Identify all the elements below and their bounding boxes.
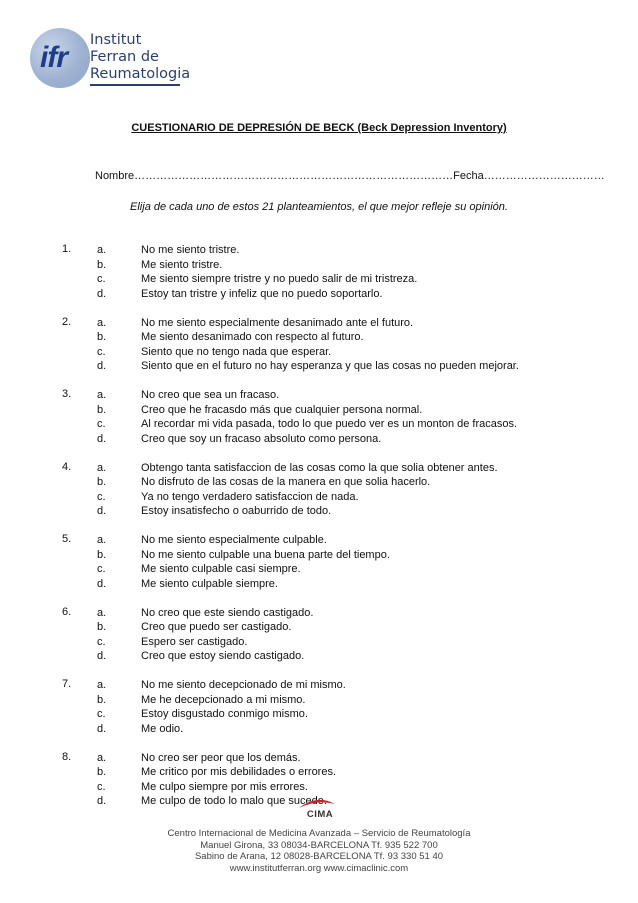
option-text: No creo que sea un fracaso. <box>141 389 280 401</box>
answer-option <box>0 606 638 621</box>
answer-option <box>0 287 638 302</box>
cima-logo <box>290 798 350 826</box>
answer-option <box>0 359 638 374</box>
option-letter: d. <box>97 795 107 807</box>
answer-option <box>0 475 638 490</box>
answer-option <box>0 693 638 708</box>
answer-option <box>0 533 638 548</box>
option-text: Creo que estoy siendo castigado. <box>141 650 305 662</box>
question-number: 6. <box>62 605 72 618</box>
option-letter: b. <box>97 548 107 561</box>
answer-option <box>0 620 638 635</box>
option-letter: a. <box>97 316 107 329</box>
option-text: Al recordar mi vida pasada, todo lo que puedo ver es un monton de fracasos. <box>141 418 518 430</box>
footer <box>0 828 638 874</box>
option-letter: a. <box>97 244 107 256</box>
answer-option <box>0 258 638 273</box>
option-letter: d. <box>97 722 107 735</box>
option-text: Estoy insatisfecho o oaburrido de todo. <box>141 505 332 517</box>
option-text: No me siento especialmente desanimado ante el futuro. <box>141 316 414 329</box>
option-letter: b. <box>97 403 107 416</box>
option-letter: b. <box>97 766 107 778</box>
answer-option <box>0 345 638 360</box>
option-text: Me siento desanimado con respecto al futuro. <box>141 331 364 343</box>
answer-option <box>0 649 638 664</box>
option-text: Siento que no tengo nada que esperar. <box>141 345 332 358</box>
questions-list <box>0 243 638 823</box>
answer-option <box>0 780 638 795</box>
footer-line-3: Sabino de Arana, 12 08028-BARCELONA Tf. 93 330 51 40 <box>194 851 444 862</box>
question-number: 1. <box>62 243 72 255</box>
question-number: 7. <box>62 678 72 690</box>
answer-option <box>0 751 638 766</box>
option-letter: d. <box>97 577 107 590</box>
answer-option <box>0 722 638 737</box>
answer-option <box>0 765 638 780</box>
option-text: No me siento culpable una buena parte del tiempo. <box>141 548 390 561</box>
question-number: 2. <box>62 315 72 328</box>
option-text: Me siento culpable siempre. <box>141 577 278 590</box>
option-letter: b. <box>97 693 107 706</box>
question-item <box>0 316 638 374</box>
question-item <box>0 461 638 519</box>
option-letter: d. <box>97 432 107 445</box>
question-item <box>0 678 638 736</box>
footer-line-1: Centro Internacional de Medicina Avanzada – Servicio de Reumatología <box>167 828 471 839</box>
option-letter: a. <box>97 606 107 619</box>
option-letter: c. <box>97 563 106 575</box>
name-date-line: Nombre……………………………………………………………………………Fecha…………………………… <box>95 170 605 182</box>
answer-option <box>0 548 638 563</box>
question-item <box>0 533 638 591</box>
answer-option <box>0 707 638 722</box>
answer-option <box>0 490 638 505</box>
option-letter: a. <box>97 534 107 546</box>
option-letter: a. <box>97 461 107 474</box>
answer-option <box>0 562 638 577</box>
cima-logo-text: CIMA <box>306 809 334 820</box>
option-letter: b. <box>97 258 107 271</box>
answer-option <box>0 504 638 519</box>
option-text: Siento que en el futuro no hay esperanza y que las cosas no pueden mejorar. <box>141 360 519 372</box>
answer-option <box>0 403 638 418</box>
question-number: 4. <box>62 460 72 473</box>
option-text: Obtengo tanta satisfaccion de las cosas como la que solia obtener antes. <box>141 461 498 474</box>
answer-option <box>0 577 638 592</box>
option-text: No me siento tristre. <box>141 244 240 256</box>
logo-mark: ifr <box>40 41 67 74</box>
option-letter: a. <box>97 389 107 401</box>
option-letter: b. <box>97 621 107 633</box>
answer-option <box>0 432 638 447</box>
answer-option <box>0 461 638 476</box>
document-title: CUESTIONARIO DE DEPRESIÓN DE BECK (Beck Depression Inventory) <box>131 122 507 134</box>
option-text: No creo que este siendo castigado. <box>141 606 314 619</box>
answer-option <box>0 388 638 403</box>
logo-text <box>90 32 190 83</box>
answer-option <box>0 330 638 345</box>
option-letter: c. <box>97 345 106 358</box>
footer-line-4: www.institutferran.org www.cimaclinic.com <box>229 862 409 874</box>
option-letter: c. <box>97 490 106 503</box>
option-letter: c. <box>97 780 106 793</box>
option-text: Me culpo siempre por mis errores. <box>141 780 308 793</box>
logo-line-2: Ferran de <box>90 49 159 65</box>
option-text: Espero ser castigado. <box>141 635 248 648</box>
option-text: No me siento especialmente culpable. <box>141 534 327 546</box>
option-text: Estoy disgustado conmigo mismo. <box>141 708 308 720</box>
answer-option <box>0 417 638 432</box>
option-letter: b. <box>97 476 107 488</box>
option-text: No creo ser peor que los demás. <box>141 751 301 764</box>
question-number: 5. <box>62 533 72 545</box>
option-text: Creo que puedo ser castigado. <box>141 621 292 633</box>
option-text: Me siento tristre. <box>141 258 223 271</box>
option-letter: d. <box>97 650 107 662</box>
option-text: Creo que he fracasdo más que cualquier persona normal. <box>141 403 423 416</box>
option-letter: a. <box>97 751 107 764</box>
option-text: Me critico por mis debilidades o errores. <box>141 766 337 778</box>
answer-option <box>0 678 638 693</box>
answer-option <box>0 316 638 331</box>
logo-line-3: Reumatologia <box>90 66 191 82</box>
question-item <box>0 388 638 446</box>
logo-line-1: Institut <box>90 32 142 48</box>
option-text: Estoy tan tristre y infeliz que no puedo soportarlo. <box>141 287 383 300</box>
instructions: Elija de cada uno de estos 21 planteamientos, el que mejor refleje su opinión. <box>130 201 508 213</box>
option-letter: c. <box>97 273 106 285</box>
answer-option <box>0 272 638 287</box>
question-number: 3. <box>62 388 72 400</box>
question-item <box>0 606 638 664</box>
option-letter: c. <box>97 418 106 430</box>
option-letter: d. <box>97 287 107 300</box>
option-text: No me siento decepcionado de mi mismo. <box>141 679 346 691</box>
option-letter: d. <box>97 505 107 517</box>
option-letter: c. <box>97 635 106 648</box>
option-text: Creo que soy un fracaso absoluto como persona. <box>141 432 382 445</box>
institut-ferran-logo <box>30 26 195 90</box>
logo-underline <box>90 84 180 86</box>
option-letter: c. <box>97 708 106 720</box>
question-number: 8. <box>62 750 72 763</box>
option-letter: a. <box>97 679 107 691</box>
option-text: Me odio. <box>141 722 184 735</box>
option-text: Me he decepcionado a mi mismo. <box>141 693 306 706</box>
option-text: No disfruto de las cosas de la manera en que solia hacerlo. <box>141 476 431 488</box>
option-text: Me culpo de todo lo malo que sucede. <box>141 795 327 807</box>
option-text: Me siento culpable casi siempre. <box>141 563 301 575</box>
option-text: Ya no tengo verdadero satisfaccion de nada. <box>141 490 359 503</box>
option-text: Me siento siempre tristre y no puedo salir de mi tristreza. <box>141 273 418 285</box>
answer-option <box>0 243 638 258</box>
answer-option <box>0 635 638 650</box>
option-letter: d. <box>97 360 107 372</box>
footer-line-2: Manuel Girona, 33 08034-BARCELONA Tf. 935 522 700 <box>200 839 438 851</box>
question-item <box>0 243 638 301</box>
option-letter: b. <box>97 331 107 343</box>
